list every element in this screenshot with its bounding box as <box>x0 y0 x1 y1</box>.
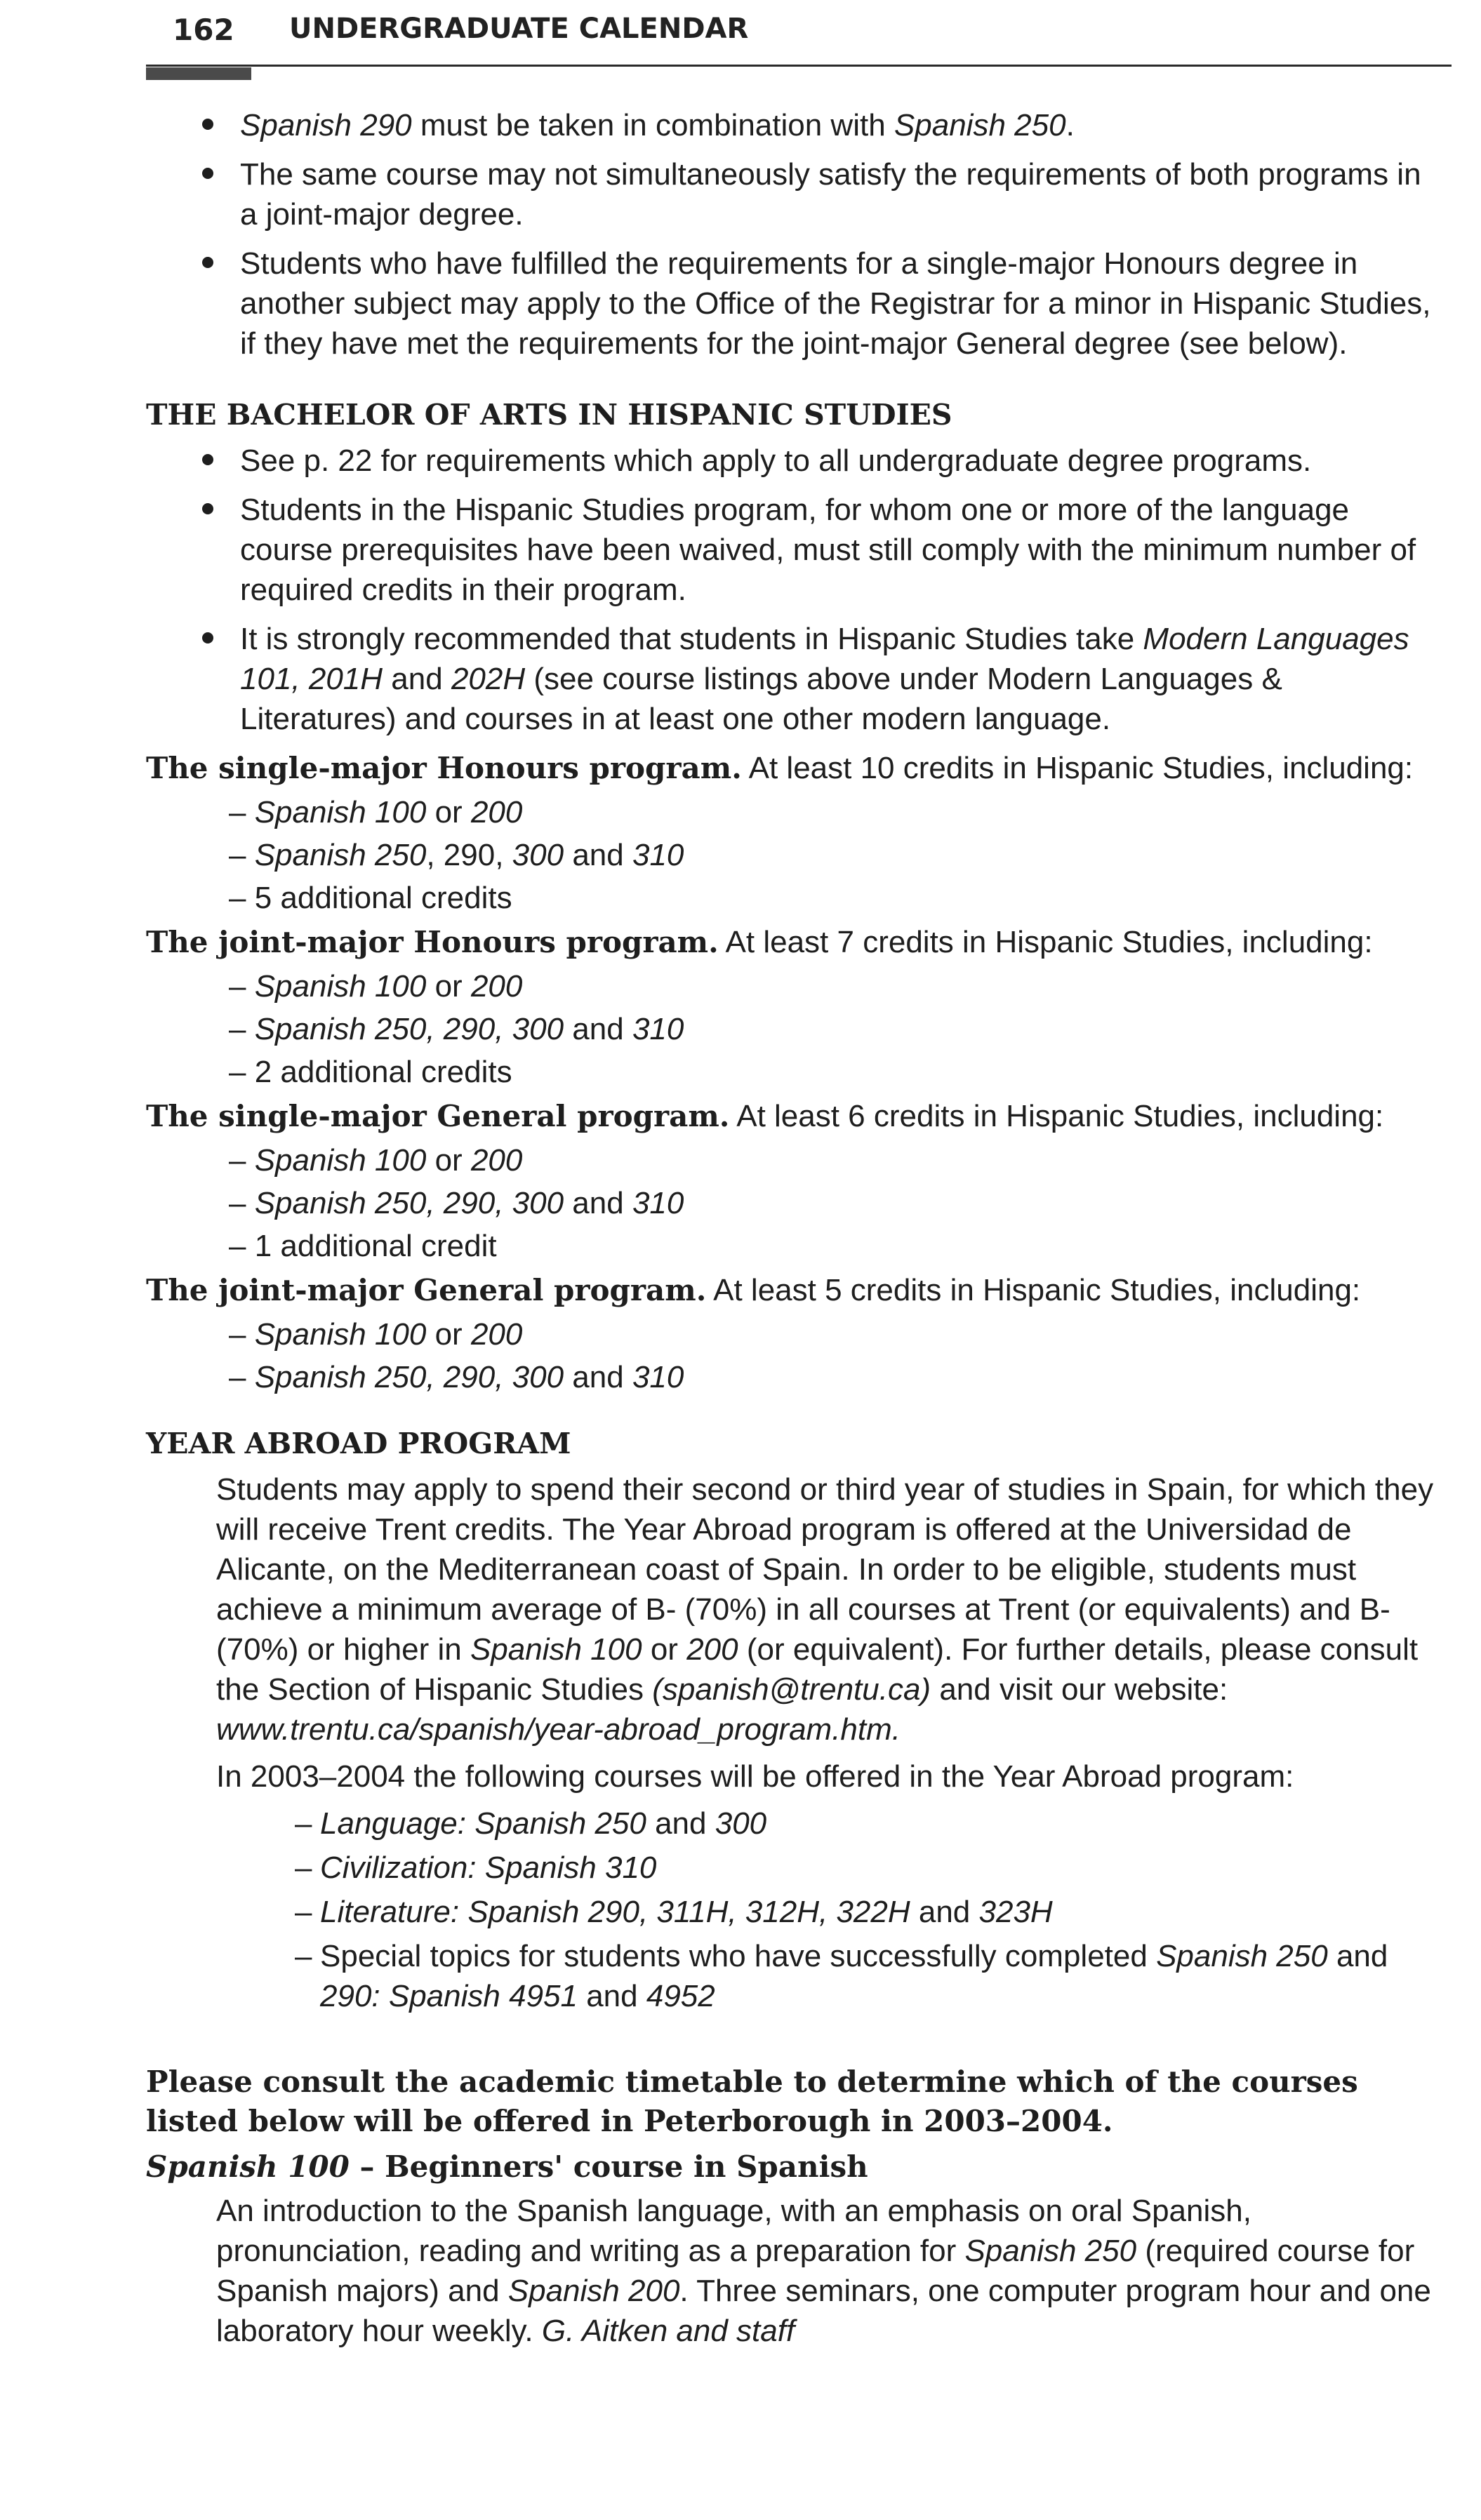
list-item: – Spanish 100 or 200 <box>229 1143 523 1178</box>
program-requirements <box>146 966 1441 1092</box>
bullet-icon <box>202 119 213 130</box>
page-content <box>146 105 1441 2358</box>
program-single-honours: The single-major Honours program. At least 10 credits in Hispanic Studies, including: <box>146 751 1414 785</box>
list-item: – Civilization: Spanish 310 <box>295 1851 657 1885</box>
year-abroad-course-list <box>146 1804 1441 2016</box>
program-requirements <box>146 792 1441 918</box>
list-item: – Literature: Spanish 290, 311H, 312H, 322H and 323H <box>295 1895 1053 1929</box>
list-item: – 5 additional credits <box>229 881 512 915</box>
header-bar <box>146 67 251 80</box>
list-item: – Spanish 100 or 200 <box>229 1317 523 1352</box>
year-abroad-heading: YEAR ABROAD PROGRAM <box>146 1427 571 1460</box>
intro-bullet: The same course may not simultaneously satisfy the requirements of both programs in a joint-major degree. <box>146 154 1441 234</box>
bullet-icon <box>202 454 213 465</box>
header-rule <box>146 65 1452 67</box>
ba-heading: THE BACHELOR OF ARTS IN HISPANIC STUDIES <box>146 398 952 432</box>
program-joint-honours: The joint-major Honours program. At least 7 credits in Hispanic Studies, including: <box>146 925 1373 959</box>
course-description: An introduction to the Spanish language, with an emphasis on oral Spanish, pronunciation, reading and writing as a preparation for Spanish 250 (required course for Spanish majors) and Spanish 200. Three seminars, one computer program hour and one laboratory hour weekly. G. Aitken and staff <box>216 2194 1431 2348</box>
list-item: – Special topics for students who have successfully completed Spanish 250 and 290: Spanish 4951 and 4952 <box>295 1939 1388 2013</box>
list-item: – Spanish 250, 290, 300 and 310 <box>229 1186 684 1220</box>
list-item: – Spanish 100 or 200 <box>229 795 523 829</box>
course-heading: Spanish 100 – Beginners' course in Spanish <box>146 2149 868 2184</box>
list-item: – Spanish 250, 290, 300 and 310 <box>229 1012 684 1046</box>
running-title: UNDERGRADUATE CALENDAR <box>289 13 749 45</box>
bullet-icon <box>202 257 213 268</box>
program-requirements <box>146 1314 1441 1397</box>
list-item: – Spanish 250, 290, 300 and 310 <box>229 1360 684 1394</box>
list-item: – Spanish 250, 290, 300 and 310 <box>229 838 684 872</box>
list-item: – 2 additional credits <box>229 1055 512 1089</box>
bullet-icon <box>202 503 213 514</box>
list-item: – 1 additional credit <box>229 1229 497 1263</box>
year-abroad-paragraph: Students may apply to spend their second or third year of studies in Spain, for which they will receive Trent credits. The Year Abroad program is offered at the Universidad de Alicante, on the Mediterranean coast of Spain. In order to be eligible, students must achieve a minimum average of B- (70%) in all courses at Trent (or equivalents) and B- (70%) or higher in Spanish 100 or 200 (or equivalent). For further details, please consult the Section of Hispanic Studies (spanish@trentu.ca) and visit our website: www.trentu.ca/spanish/year-abroad_program.htm. <box>216 1472 1434 1747</box>
program-joint-general: The joint-major General program. At least 5 credits in Hispanic Studies, including: <box>146 1273 1361 1307</box>
year-abroad-courses-intro: In 2003–2004 the following courses will be offered in the Year Abroad program: <box>216 1759 1294 1794</box>
ba-bullet: It is strongly recommended that students in Hispanic Studies take Modern Languages 101, 201H and 202H (see course listings above under Modern Languages & Literatures) and courses in at least one other modern language. <box>146 619 1441 739</box>
bullet-icon <box>202 632 213 644</box>
ba-bullet: Students in the Hispanic Studies program, for whom one or more of the language course prerequisites have been waived, must still comply with the minimum number of required credits in their program. <box>146 490 1441 610</box>
intro-bullet: Spanish 290 must be taken in combination with Spanish 250. <box>146 105 1441 145</box>
bullet-icon <box>202 168 213 179</box>
ba-bullet: See p. 22 for requirements which apply to all undergraduate degree programs. <box>146 441 1441 481</box>
intro-bullet: Students who have fulfilled the requirements for a single-major Honours degree in another subject may apply to the Office of the Registrar for a minor in Hispanic Studies, if they have met the requirements for the joint-major General degree (see below). <box>146 244 1441 364</box>
program-single-general: The single-major General program. At least 6 credits in Hispanic Studies, including: <box>146 1099 1384 1133</box>
list-item: – Language: Spanish 250 and 300 <box>295 1806 767 1841</box>
timetable-notice: Please consult the academic timetable to determine which of the courses listed below will be offered in Peterborough in 2003–2004. <box>146 2065 1358 2138</box>
page-header <box>146 13 1452 83</box>
program-requirements <box>146 1140 1441 1266</box>
page-number: 162 <box>173 13 234 47</box>
list-item: – Spanish 100 or 200 <box>229 969 523 1004</box>
